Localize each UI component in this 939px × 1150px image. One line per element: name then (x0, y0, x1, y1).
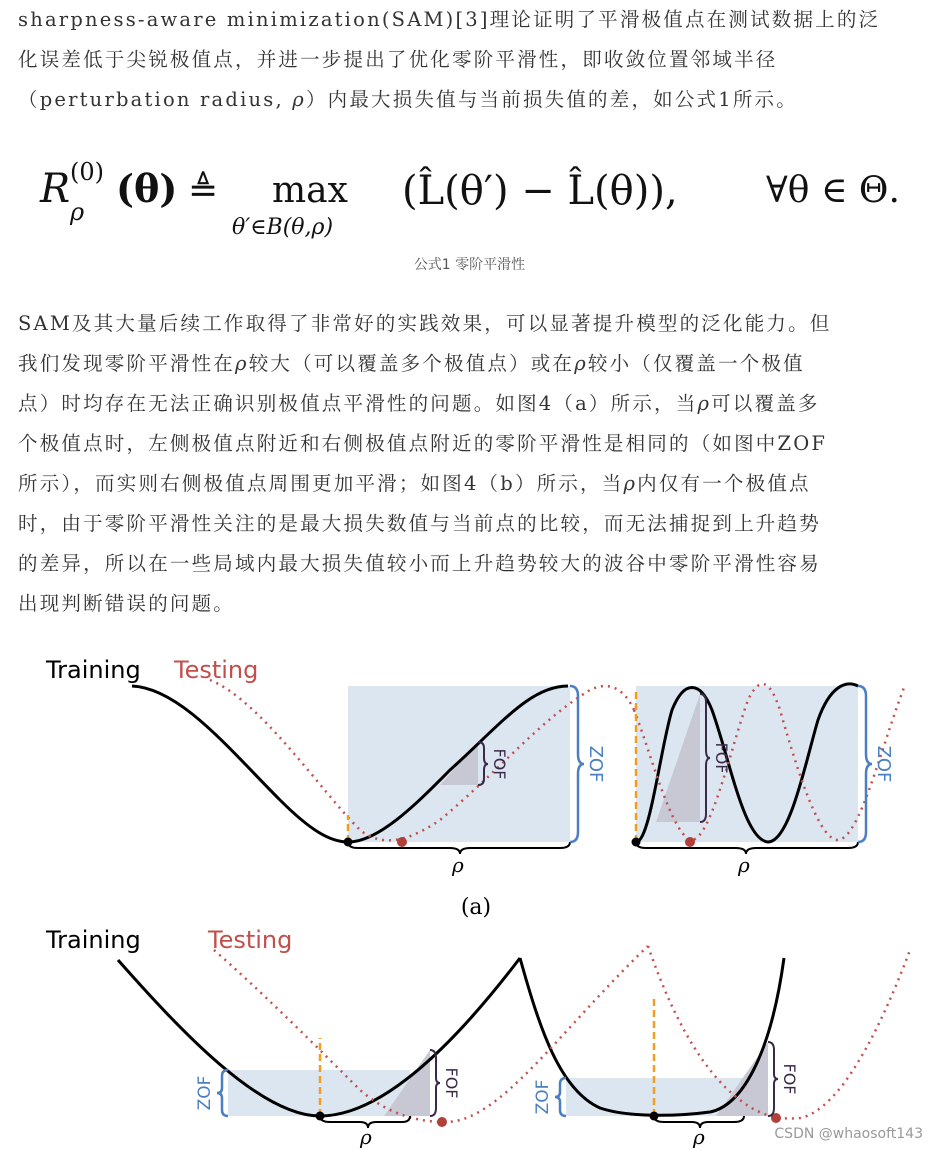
watermark: CSDN @whaosoft143 (774, 1126, 923, 1142)
training-label-top: Training (46, 656, 141, 684)
analysis-line-6: 时，由于零阶平滑性关注的是最大损失数值与当前点的比较，而无法捕捉到上升趋势 (18, 512, 821, 535)
testing-min-dot-bottom-left (437, 1117, 447, 1127)
formula-zero-order-flatness (0, 140, 939, 250)
paragraph-analysis (18, 304, 924, 624)
rho-symbol: ρ (697, 392, 712, 415)
formula-defeq: ≜ (188, 170, 219, 211)
paragraph-intro-line-3-post: ）内最大损失值与当前损失值的差，如公式1所示。 (305, 88, 798, 111)
fof-label-bottom-right: FOF (780, 1063, 799, 1095)
zof-brace-bottom-left (217, 1070, 228, 1116)
analysis-line-5a: 所示），而实则右侧极值点周围更加平滑；如图4（b）所示，当 (18, 472, 624, 495)
analysis-line-4: 个极值点时，左侧极值点附近和右侧极值点附近的零阶平滑性是相同的（如图中ZOF (18, 432, 828, 455)
formula-lhs-sub: ρ (70, 198, 85, 226)
testing-min-dot-top-left (397, 837, 407, 847)
formula-forall: ∀θ ∈ Θ. (766, 170, 900, 211)
rho-symbol: ρ (235, 352, 249, 375)
training-label-bottom: Training (46, 926, 141, 954)
rho-symbol: ρ (292, 88, 306, 111)
zof-label-top-left: ZOF (585, 745, 606, 783)
formula-body: (L̂(θ′) − L̂(θ)), (402, 168, 678, 214)
zof-brace-bottom-right (555, 1078, 566, 1116)
analysis-line-7: 的差异，所以在一些局域内最大损失值较小而上升趋势较大的波谷中零阶平滑性容易 (18, 552, 821, 575)
rho-label-bottom-left: ρ (360, 1125, 372, 1149)
rho-label-top-left: ρ (452, 853, 464, 877)
zof-label-top-right: ZOF (873, 745, 894, 783)
testing-label-top: Testing (174, 656, 259, 684)
figure-sublabel-a: (a) (460, 895, 492, 920)
fof-label-bottom-left: FOF (442, 1067, 461, 1099)
analysis-line-2c: 较小（仅覆盖一个极值 (587, 352, 805, 375)
fof-label-top-left: FOF (490, 748, 509, 780)
formula-caption: 公式1 零阶平滑性 (413, 257, 526, 273)
analysis-line-8: 出现判断错误的问题。 (18, 592, 236, 615)
zof-label-bottom-left: ZOF (195, 1075, 215, 1111)
zof-label-bottom-right: ZOF (533, 1079, 553, 1115)
analysis-line-5b: 内仅有一个极值点 (637, 472, 811, 495)
paragraph-intro-line-1: sharpness-aware minimization(SAM)[3]理论证明了平滑极值点在测试数据上的泛 (18, 8, 881, 31)
rho-symbol: ρ (574, 352, 588, 375)
formula-max: max (272, 170, 348, 211)
zof-brace-top-right (858, 686, 872, 842)
formula-lhs: R (40, 166, 71, 212)
paragraph-intro-line-3-pre: （perturbation radius, (18, 88, 293, 111)
analysis-line-2a: 我们发现零阶平滑性在 (18, 352, 236, 375)
analysis-line-3b: 可以覆盖多 (711, 392, 820, 415)
paragraph-intro-line-2: 化误差低于尖锐极值点，并进一步提出了优化零阶平滑性，即收敛位置邻域半径 (18, 48, 778, 71)
formula-lhs-sup: (0) (70, 158, 104, 186)
rho-label-bottom-right: ρ (693, 1125, 705, 1149)
figure-4 (0, 630, 939, 1150)
paragraph-intro (18, 0, 924, 120)
testing-min-dot-top-right (685, 837, 695, 847)
rho-label-top-right: ρ (738, 853, 750, 877)
formula-max-sub: θ′∈B(θ,ρ) (232, 215, 334, 240)
fof-brace-bottom-right (768, 1042, 778, 1116)
rho-symbol: ρ (623, 472, 638, 495)
formula-lhs-arg: (θ) (116, 166, 178, 211)
fof-label-top-right: FOF (712, 742, 731, 774)
testing-label-bottom: Testing (208, 926, 293, 954)
analysis-line-3a: 点）时均存在无法正确识别极值点平滑性的问题。如图4（a）所示，当 (18, 392, 698, 415)
zof-brace-top-left (570, 686, 584, 842)
analysis-line-2b: 较大（可以覆盖多个极值点）或在 (248, 352, 575, 375)
analysis-line-1: SAM及其大量后续工作取得了非常好的实践效果，可以显著提升模型的泛化能力。但 (18, 312, 832, 335)
